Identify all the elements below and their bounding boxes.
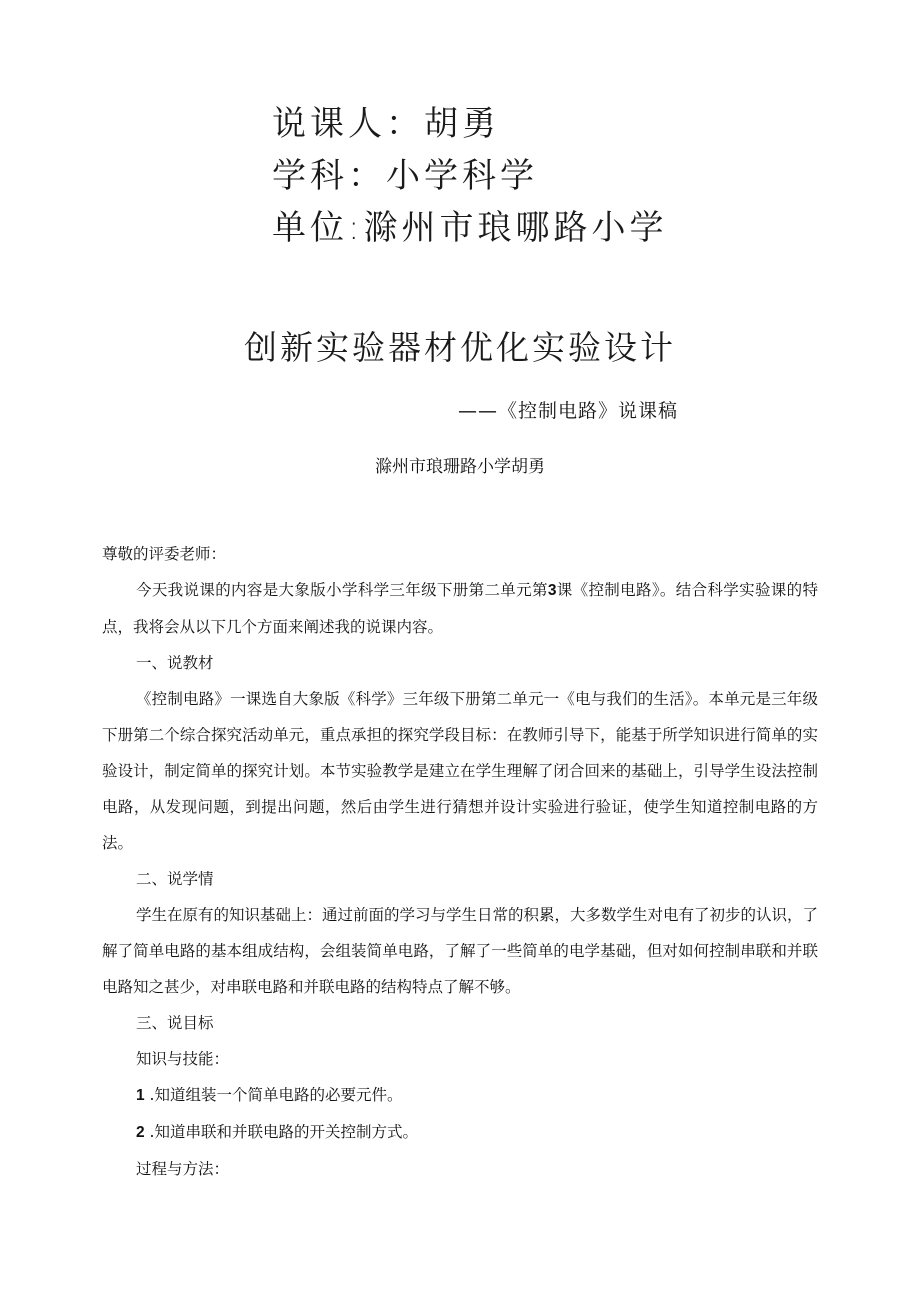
speaker-line: 说课人：胡勇 (272, 104, 500, 144)
section-1-paragraph: 《控制电路》一课选自大象版《科学》三年级下册第二单元一《电与我们的生活》。本单元是三年级下册第二个综合探究活动单元，重点承担的探究学段目标：在教师引导下，能基于所学知识进行简单的实验设计，制定简单的探究计划。本节实验教学是建立在学生理解了闭合回来的基础上，引导学生设法控制电路，从发现问题，到提出问题，然后由学生进行猜想并设计实验进行验证，使学生知道控制电路的方法。 (102, 690, 818, 852)
author-line: 滁州市琅珊路小学胡勇 (375, 457, 545, 477)
section-2-heading: 二、说学情 (136, 870, 214, 888)
section-3-heading: 三、说目标 (136, 1014, 214, 1032)
unit-line: 单位:滁州市琅哪路小学 (272, 208, 668, 248)
subject-line: 学科：小学科学 (272, 156, 538, 196)
intro-paragraph: 今天我说课的内容是大象版小学科学三年级下册第二单元第3课《控制电路》。结合科学实验课的特点，我将会从以下几个方面来阐述我的说课内容。 (102, 581, 818, 636)
document-subtitle: ——《控制电路》说课稿 (458, 400, 679, 422)
document-title: 创新实验器材优化实验设计 (244, 328, 676, 367)
list-item-2: 2 .知道串联和并联电路的开关控制方式。 (136, 1123, 418, 1141)
list-item-1: 1 .知道组装一个简单电路的必要元件。 (136, 1086, 403, 1104)
process-heading: 过程与方法： (136, 1160, 230, 1178)
section-1-heading: 一、说教材 (136, 654, 214, 672)
knowledge-heading: 知识与技能： (136, 1050, 230, 1068)
body-text (102, 536, 818, 1187)
greeting: 尊敬的评委老师： (102, 545, 227, 563)
section-2-paragraph: 学生在原有的知识基础上：通过前面的学习与学生日常的积累，大多数学生对电有了初步的认识，了解了简单电路的基本组成结构，会组装简单电路，了解了一些简单的电学基础，但对如何控制串联和并联电路知之甚少，对串联电路和并联电路的结构特点了解不够。 (102, 906, 819, 996)
